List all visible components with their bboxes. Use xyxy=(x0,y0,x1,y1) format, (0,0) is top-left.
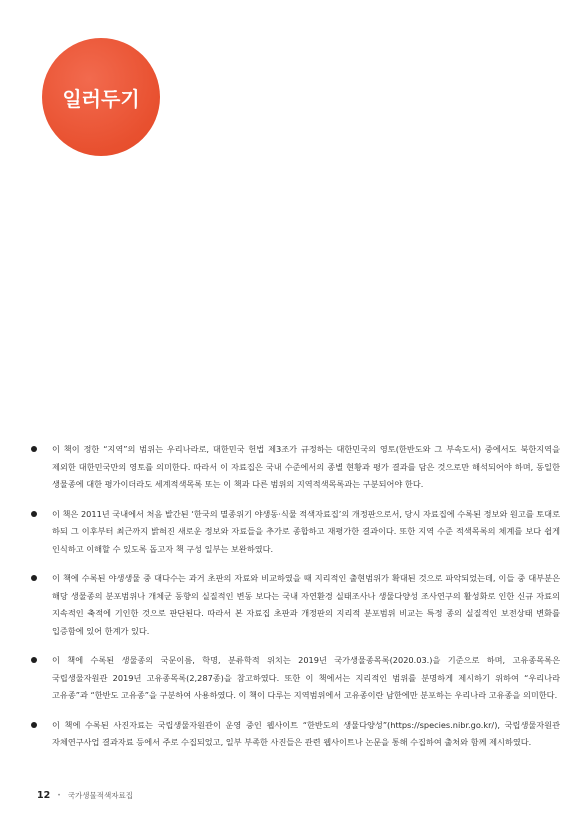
note-text: 이 책은 2011년 국내에서 처음 발간된 ‘한국의 멸종위기 야생동·식물 적색자료집’의 개정판으로서, 당시 자료집에 수록된 정보와 원고를 토대로 하되 그 이후부터 최근까지 밝혀진 새로운 정보와 자료들을 추가로 종합하고 재평가한 결과이다. 또한 지역 수준 적색목록의 체계를 보다 쉽게 인식하고 이해할 수 있도록 돕고자 책 구성 일부는 보완하였다. xyxy=(52,508,560,554)
note-text: 이 책에 수록된 사진자료는 국립생물자원관이 운영 중인 웹사이트 “한반도의 생물다양성”(https://species.nibr.go.kr/), 국립생물자원관 자체연구사업 결과자료 등에서 주로 수집되었고, 일부 부족한 사진들은 관련 웹사이트나 논문을 통해 수집하여 출처와 함께 제시하였다. xyxy=(52,719,560,747)
note-item xyxy=(30,652,560,705)
bullet-icon xyxy=(31,511,37,517)
footer-separator: • xyxy=(57,792,61,799)
note-item xyxy=(30,441,560,494)
page-footer xyxy=(37,790,133,801)
title-circle xyxy=(42,38,160,156)
book-title: 국가생물적색자료집 xyxy=(67,791,133,800)
bullet-icon xyxy=(31,446,37,452)
page-number: 12 xyxy=(37,790,51,801)
note-item xyxy=(30,717,560,752)
bullet-icon xyxy=(31,722,37,728)
bullet-icon xyxy=(31,657,37,663)
notes-list xyxy=(30,441,560,764)
note-text: 이 책이 정한 “지역”의 범위는 우리나라로, 대한민국 헌법 제3조가 규정하는 대한민국의 영토(한반도와 그 부속도서) 중에서도 북한지역을 제외한 대한민국만의 영토를 의미한다. 따라서 이 자료집은 국내 수준에서의 종별 현황과 평가 결과를 담은 것으로만 해석되어야 하며, 동일한 생물종에 대한 평가이더라도 세계적색목록 또는 이 책과 다른 범위의 지역적색목록과는 구분되어야 한다. xyxy=(52,444,560,489)
note-text: 이 책에 수록된 생물종의 국문이름, 학명, 분류학적 위치는 2019년 국가생물종목록(2020.03.)을 기준으로 하며, 고유종목록은 국립생물자원관 2019년 고유종목록(2,287종)을 참고하였다. 또한 이 책에서는 지리적인 범위를 분명하게 제시하기 위하여 “우리나라 고유종”과 “한반도 고유종”을 구분하여 사용하였다. 이 책이 다루는 지역범위에서 고유종이란 남한에만 분포하는 우리나라 고유종을 의미한다. xyxy=(52,655,560,700)
note-text: 이 책에 수록된 야생생물 중 대다수는 과거 초판의 자료와 비교하였을 때 지리적인 출현범위가 확대된 것으로 파악되었는데, 이들 중 대부분은 해당 생물종의 분포범위나 개체군 동향의 실질적인 변동 보다는 국내 자연환경 실태조사나 생물다양성 조사연구의 활성화로 인한 신규 자료의 지속적인 축적에 기인한 것으로 판단된다. 따라서 본 자료집 초판과 개정판의 지리적 분포범위 비교는 특정 종의 실질적인 보전상태 변화를 입증함에 있어 한계가 있다. xyxy=(52,573,560,636)
note-item xyxy=(30,506,560,559)
note-item xyxy=(30,570,560,640)
bullet-icon xyxy=(31,575,37,581)
page-title: 일러두기 xyxy=(62,86,140,111)
